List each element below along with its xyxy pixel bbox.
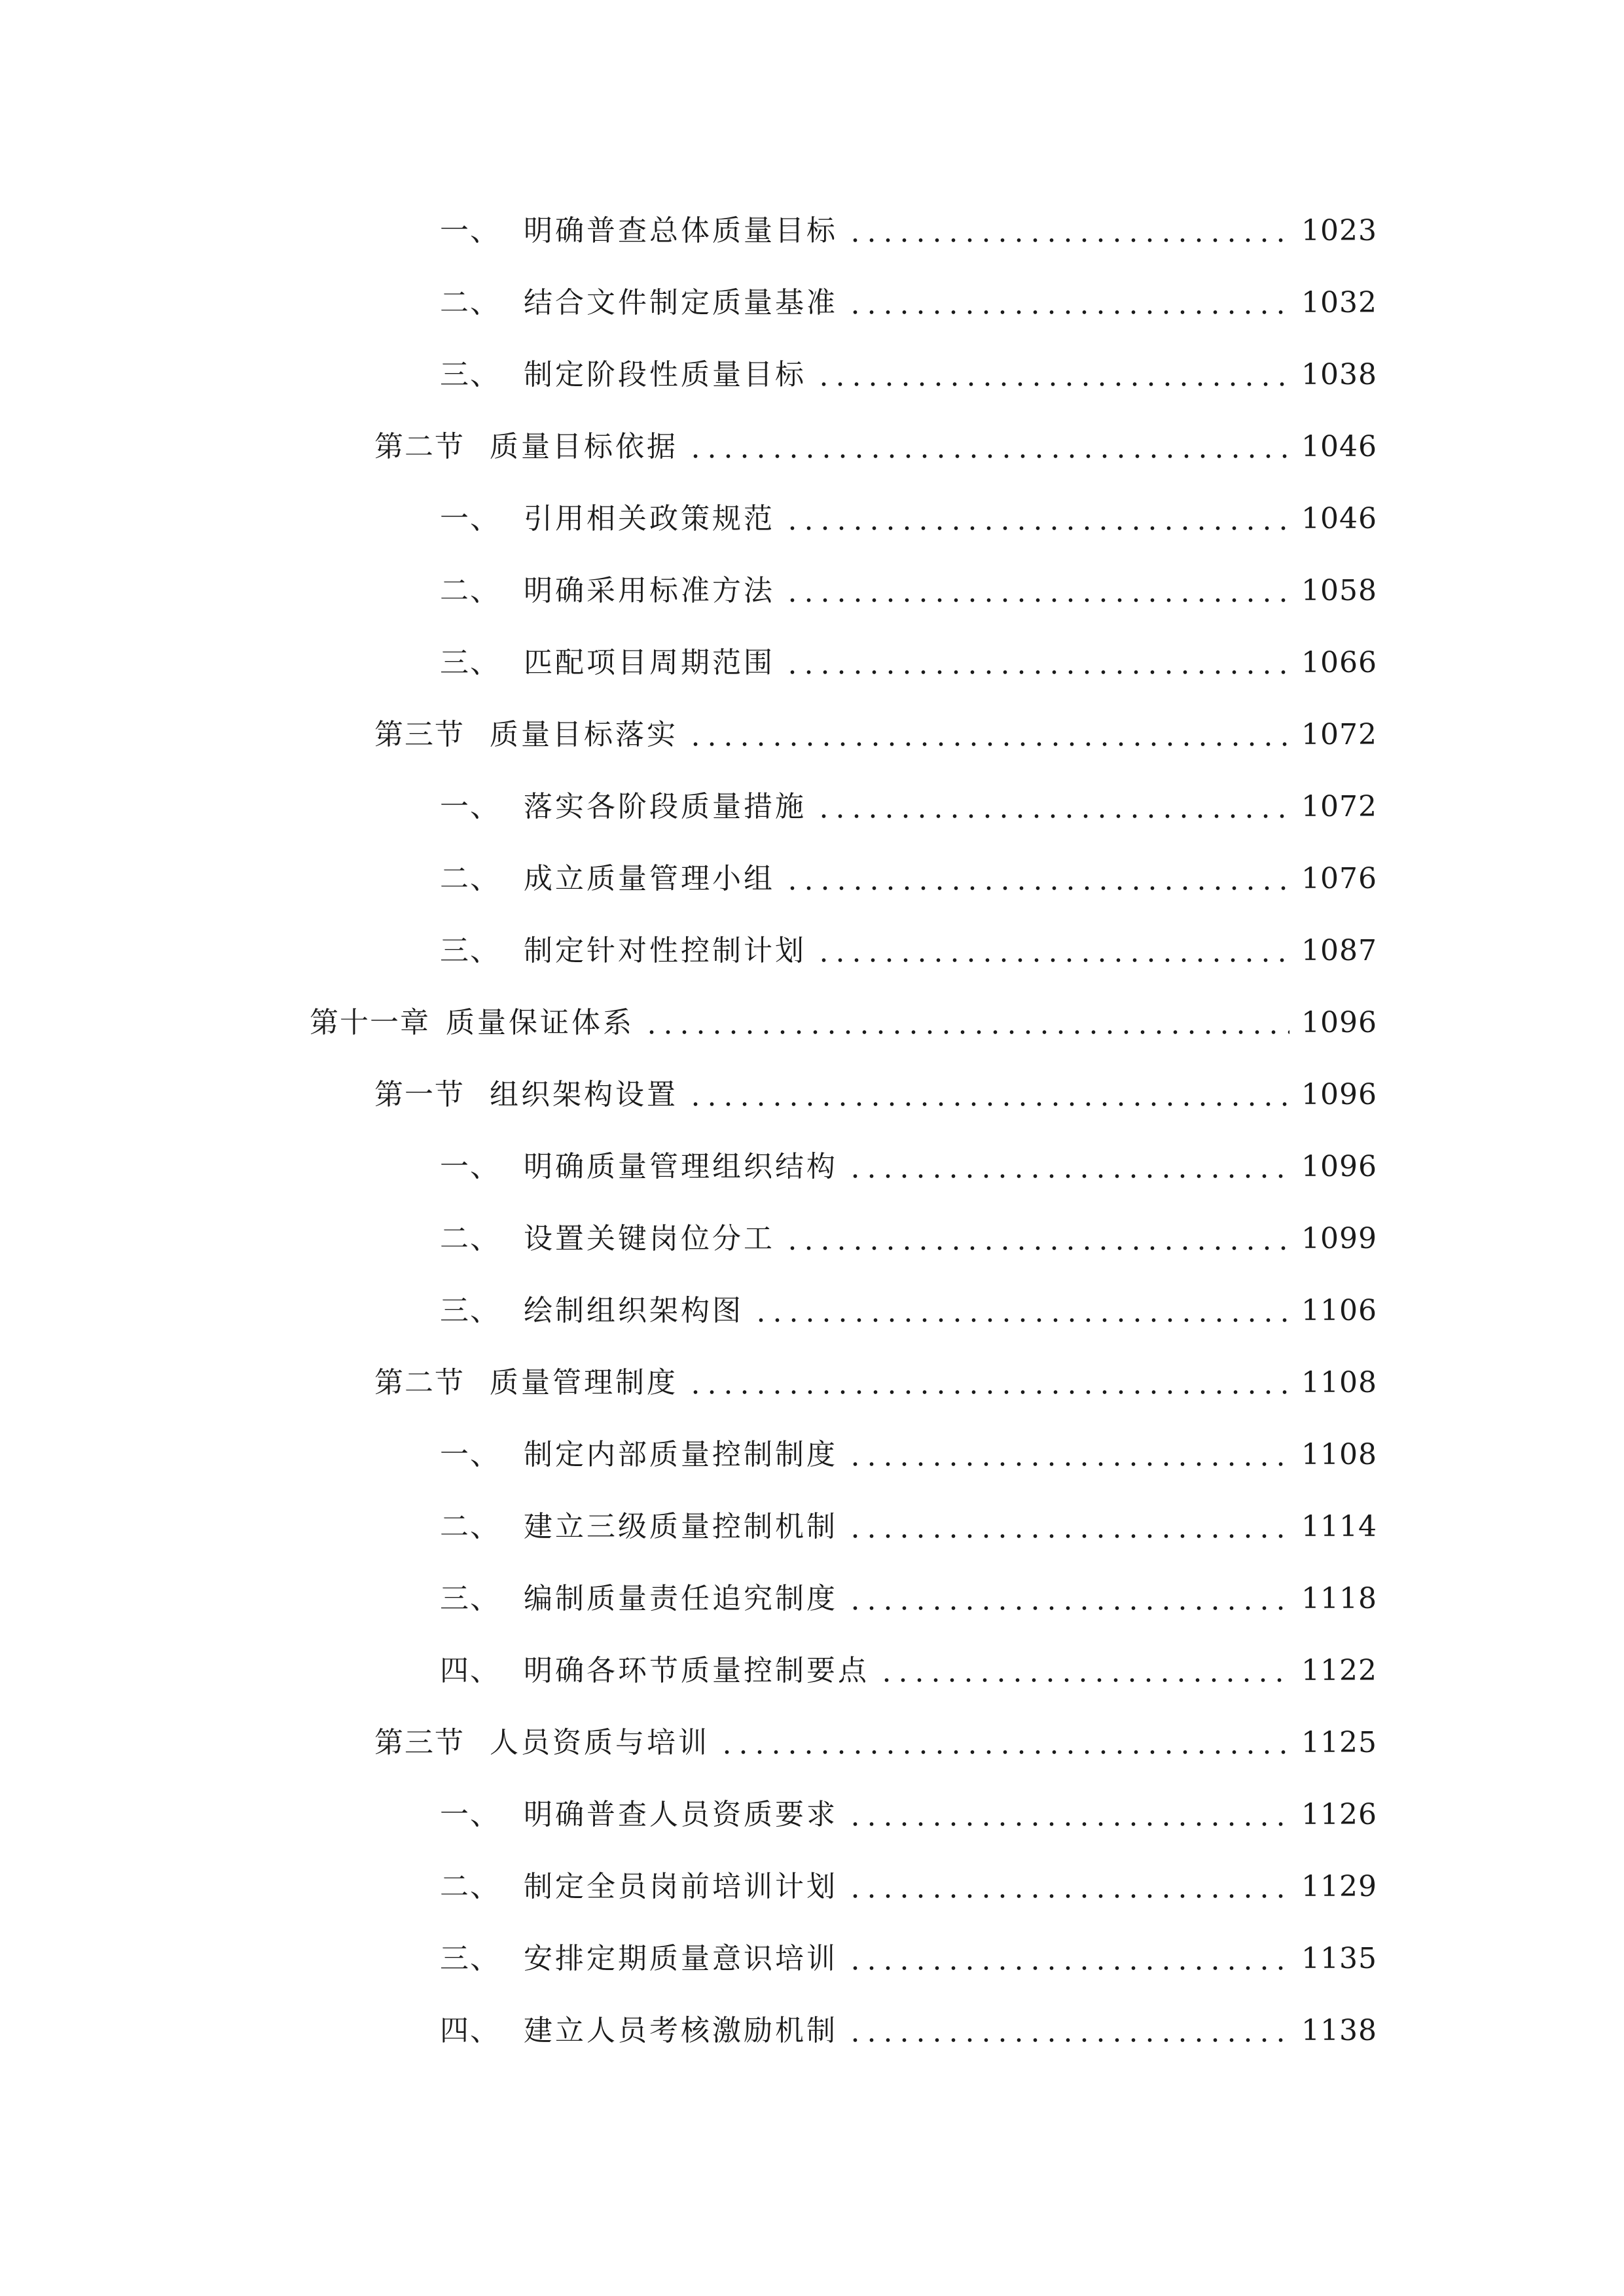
- toc-entry-page-number: 1032: [1301, 286, 1377, 319]
- toc-entry-page-number: 1038: [1301, 358, 1377, 391]
- toc-entry-prefix: 第一节: [374, 1078, 465, 1111]
- dot-leader: [784, 577, 1290, 605]
- toc-entry-prefix: 二、: [440, 1510, 500, 1543]
- toc-entry-page-number: 1096: [1301, 1150, 1377, 1183]
- dot-leader: [816, 937, 1290, 965]
- dot-leader: [847, 1873, 1290, 1901]
- toc-entry-page-number: 1108: [1301, 1366, 1377, 1399]
- toc-entry-prefix: 第十一章: [310, 1006, 430, 1039]
- dot-leader: [784, 865, 1290, 893]
- dot-leader: [784, 649, 1290, 677]
- toc-entry-prefix: 二、: [440, 286, 500, 319]
- dot-leader: [847, 1441, 1290, 1469]
- toc-entry-page-number: 1135: [1301, 1942, 1377, 1975]
- toc-entry-page-number: 1072: [1301, 790, 1377, 823]
- toc-entry-page-number: 1072: [1301, 718, 1377, 751]
- toc-entry-title: 明确普查人员资质要求: [524, 1798, 838, 1831]
- toc-entry-title: 建立人员考核激励机制: [524, 2014, 838, 2047]
- toc-entry-prefix: 一、: [440, 214, 500, 247]
- dot-leader: [753, 1297, 1290, 1325]
- toc-entry-page-number: 1076: [1301, 862, 1377, 895]
- toc-entry[interactable]: [0, 1491, 1624, 1563]
- toc-entry-page-number: 1106: [1301, 1294, 1377, 1327]
- toc-section-entry[interactable]: [0, 1059, 1624, 1131]
- dot-leader: [847, 1513, 1290, 1541]
- dot-leader: [719, 1729, 1290, 1757]
- toc-entry-prefix: 第二节: [374, 1366, 465, 1399]
- table-of-contents: [0, 195, 1624, 2067]
- toc-entry[interactable]: [0, 915, 1624, 987]
- toc-entry-title: 成立质量管理小组: [524, 862, 775, 895]
- toc-entry[interactable]: [0, 267, 1624, 339]
- toc-entry-title: 编制质量责任追究制度: [524, 1582, 838, 1615]
- toc-entry[interactable]: [0, 627, 1624, 699]
- toc-entry-title: 制定阶段性质量目标: [524, 358, 806, 391]
- dot-leader: [847, 1945, 1290, 1973]
- toc-entry[interactable]: [0, 1275, 1624, 1347]
- toc-entry-page-number: 1066: [1301, 646, 1377, 679]
- dot-leader: [847, 289, 1290, 317]
- toc-entry-prefix: 第三节: [374, 718, 465, 751]
- toc-entry-title: 质量目标落实: [490, 718, 678, 751]
- toc-entry-title: 引用相关政策规范: [524, 502, 775, 535]
- dot-leader: [687, 721, 1290, 749]
- toc-entry-title: 设置关键岗位分工: [524, 1222, 775, 1255]
- toc-entry-title: 明确采用标准方法: [524, 574, 775, 607]
- toc-entry-page-number: 1087: [1301, 934, 1377, 967]
- toc-entry-prefix: 四、: [440, 2014, 500, 2047]
- dot-leader: [847, 2017, 1290, 2045]
- toc-entry[interactable]: [0, 1635, 1624, 1707]
- toc-entry-title: 明确质量管理组织结构: [524, 1150, 838, 1183]
- toc-entry[interactable]: [0, 1923, 1624, 1995]
- toc-entry-title: 人员资质与培训: [490, 1726, 710, 1759]
- toc-entry[interactable]: [0, 843, 1624, 915]
- dot-leader: [847, 217, 1290, 245]
- dot-leader: [847, 1801, 1290, 1829]
- toc-entry-page-number: 1129: [1301, 1870, 1377, 1903]
- toc-entry-prefix: 三、: [440, 646, 500, 679]
- toc-entry-page-number: 1096: [1301, 1006, 1377, 1039]
- toc-entry-title: 明确普查总体质量目标: [524, 214, 838, 247]
- toc-entry[interactable]: [0, 771, 1624, 843]
- dot-leader: [687, 1081, 1290, 1109]
- toc-entry-page-number: 1023: [1301, 214, 1377, 247]
- toc-section-entry[interactable]: [0, 1347, 1624, 1419]
- toc-entry-prefix: 三、: [440, 1582, 500, 1615]
- toc-entry[interactable]: [0, 1851, 1624, 1923]
- toc-entry-page-number: 1058: [1301, 574, 1377, 607]
- dot-leader: [784, 1225, 1290, 1253]
- toc-entry-prefix: 一、: [440, 1438, 500, 1471]
- toc-entry[interactable]: [0, 1563, 1624, 1635]
- toc-section-entry[interactable]: [0, 411, 1624, 483]
- toc-chapter-entry[interactable]: [0, 987, 1624, 1059]
- toc-entry-prefix: 四、: [440, 1654, 500, 1687]
- toc-entry-page-number: 1118: [1301, 1582, 1377, 1615]
- dot-leader: [878, 1657, 1290, 1685]
- toc-entry-page-number: 1122: [1301, 1654, 1377, 1687]
- toc-entry-prefix: 二、: [440, 1222, 500, 1255]
- dot-leader: [816, 793, 1290, 821]
- toc-entry-prefix: 三、: [440, 934, 500, 967]
- toc-entry-title: 建立三级质量控制机制: [524, 1510, 838, 1543]
- toc-entry[interactable]: [0, 339, 1624, 411]
- toc-entry-prefix: 三、: [440, 1294, 500, 1327]
- dot-leader: [687, 1369, 1290, 1397]
- toc-entry[interactable]: [0, 1995, 1624, 2067]
- toc-entry-title: 明确各环节质量控制要点: [524, 1654, 869, 1687]
- toc-entry-prefix: 二、: [440, 1870, 500, 1903]
- toc-entry-title: 安排定期质量意识培训: [524, 1942, 838, 1975]
- dot-leader: [816, 361, 1290, 389]
- toc-entry-title: 质量目标依据: [490, 430, 678, 463]
- toc-entry[interactable]: [0, 555, 1624, 627]
- dot-leader: [784, 505, 1290, 533]
- toc-entry-title: 结合文件制定质量基准: [524, 286, 838, 319]
- toc-entry-title: 制定全员岗前培训计划: [524, 1870, 838, 1903]
- toc-entry-prefix: 一、: [440, 1798, 500, 1831]
- toc-entry-title: 匹配项目周期范围: [524, 646, 775, 679]
- toc-entry-page-number: 1108: [1301, 1438, 1377, 1471]
- toc-entry-title: 落实各阶段质量措施: [524, 790, 806, 823]
- toc-entry-page-number: 1126: [1301, 1798, 1377, 1831]
- toc-entry[interactable]: [0, 1203, 1624, 1275]
- toc-entry-title: 绘制组织架构图: [524, 1294, 744, 1327]
- toc-entry-page-number: 1114: [1301, 1510, 1377, 1543]
- toc-entry-page-number: 1099: [1301, 1222, 1377, 1255]
- toc-entry-page-number: 1138: [1301, 2014, 1377, 2047]
- dot-leader: [847, 1585, 1290, 1613]
- toc-entry-prefix: 第三节: [374, 1726, 465, 1759]
- toc-entry-title: 制定内部质量控制制度: [524, 1438, 838, 1471]
- toc-entry-title: 质量保证体系: [446, 1006, 634, 1039]
- toc-entry-page-number: 1046: [1301, 430, 1377, 463]
- toc-entry-prefix: 二、: [440, 862, 500, 895]
- toc-entry-prefix: 第二节: [374, 430, 465, 463]
- toc-entry[interactable]: [0, 195, 1624, 267]
- toc-section-entry[interactable]: [0, 699, 1624, 771]
- dot-leader: [847, 1153, 1290, 1181]
- toc-entry-prefix: 三、: [440, 358, 500, 391]
- toc-entry-prefix: 二、: [440, 574, 500, 607]
- toc-entry-prefix: 一、: [440, 502, 500, 535]
- toc-entry-prefix: 三、: [440, 1942, 500, 1975]
- toc-entry-page-number: 1125: [1301, 1726, 1377, 1759]
- toc-entry-title: 制定针对性控制计划: [524, 934, 806, 967]
- toc-entry[interactable]: [0, 1779, 1624, 1851]
- dot-leader: [687, 433, 1290, 461]
- toc-entry-title: 质量管理制度: [490, 1366, 678, 1399]
- toc-entry-page-number: 1096: [1301, 1078, 1377, 1111]
- toc-entry-page-number: 1046: [1301, 502, 1377, 535]
- dot-leader: [643, 1009, 1290, 1037]
- toc-entry[interactable]: [0, 483, 1624, 555]
- toc-entry[interactable]: [0, 1419, 1624, 1491]
- toc-entry-title: 组织架构设置: [490, 1078, 678, 1111]
- toc-entry[interactable]: [0, 1131, 1624, 1203]
- toc-section-entry[interactable]: [0, 1707, 1624, 1779]
- toc-entry-prefix: 一、: [440, 1150, 500, 1183]
- toc-entry-prefix: 一、: [440, 790, 500, 823]
